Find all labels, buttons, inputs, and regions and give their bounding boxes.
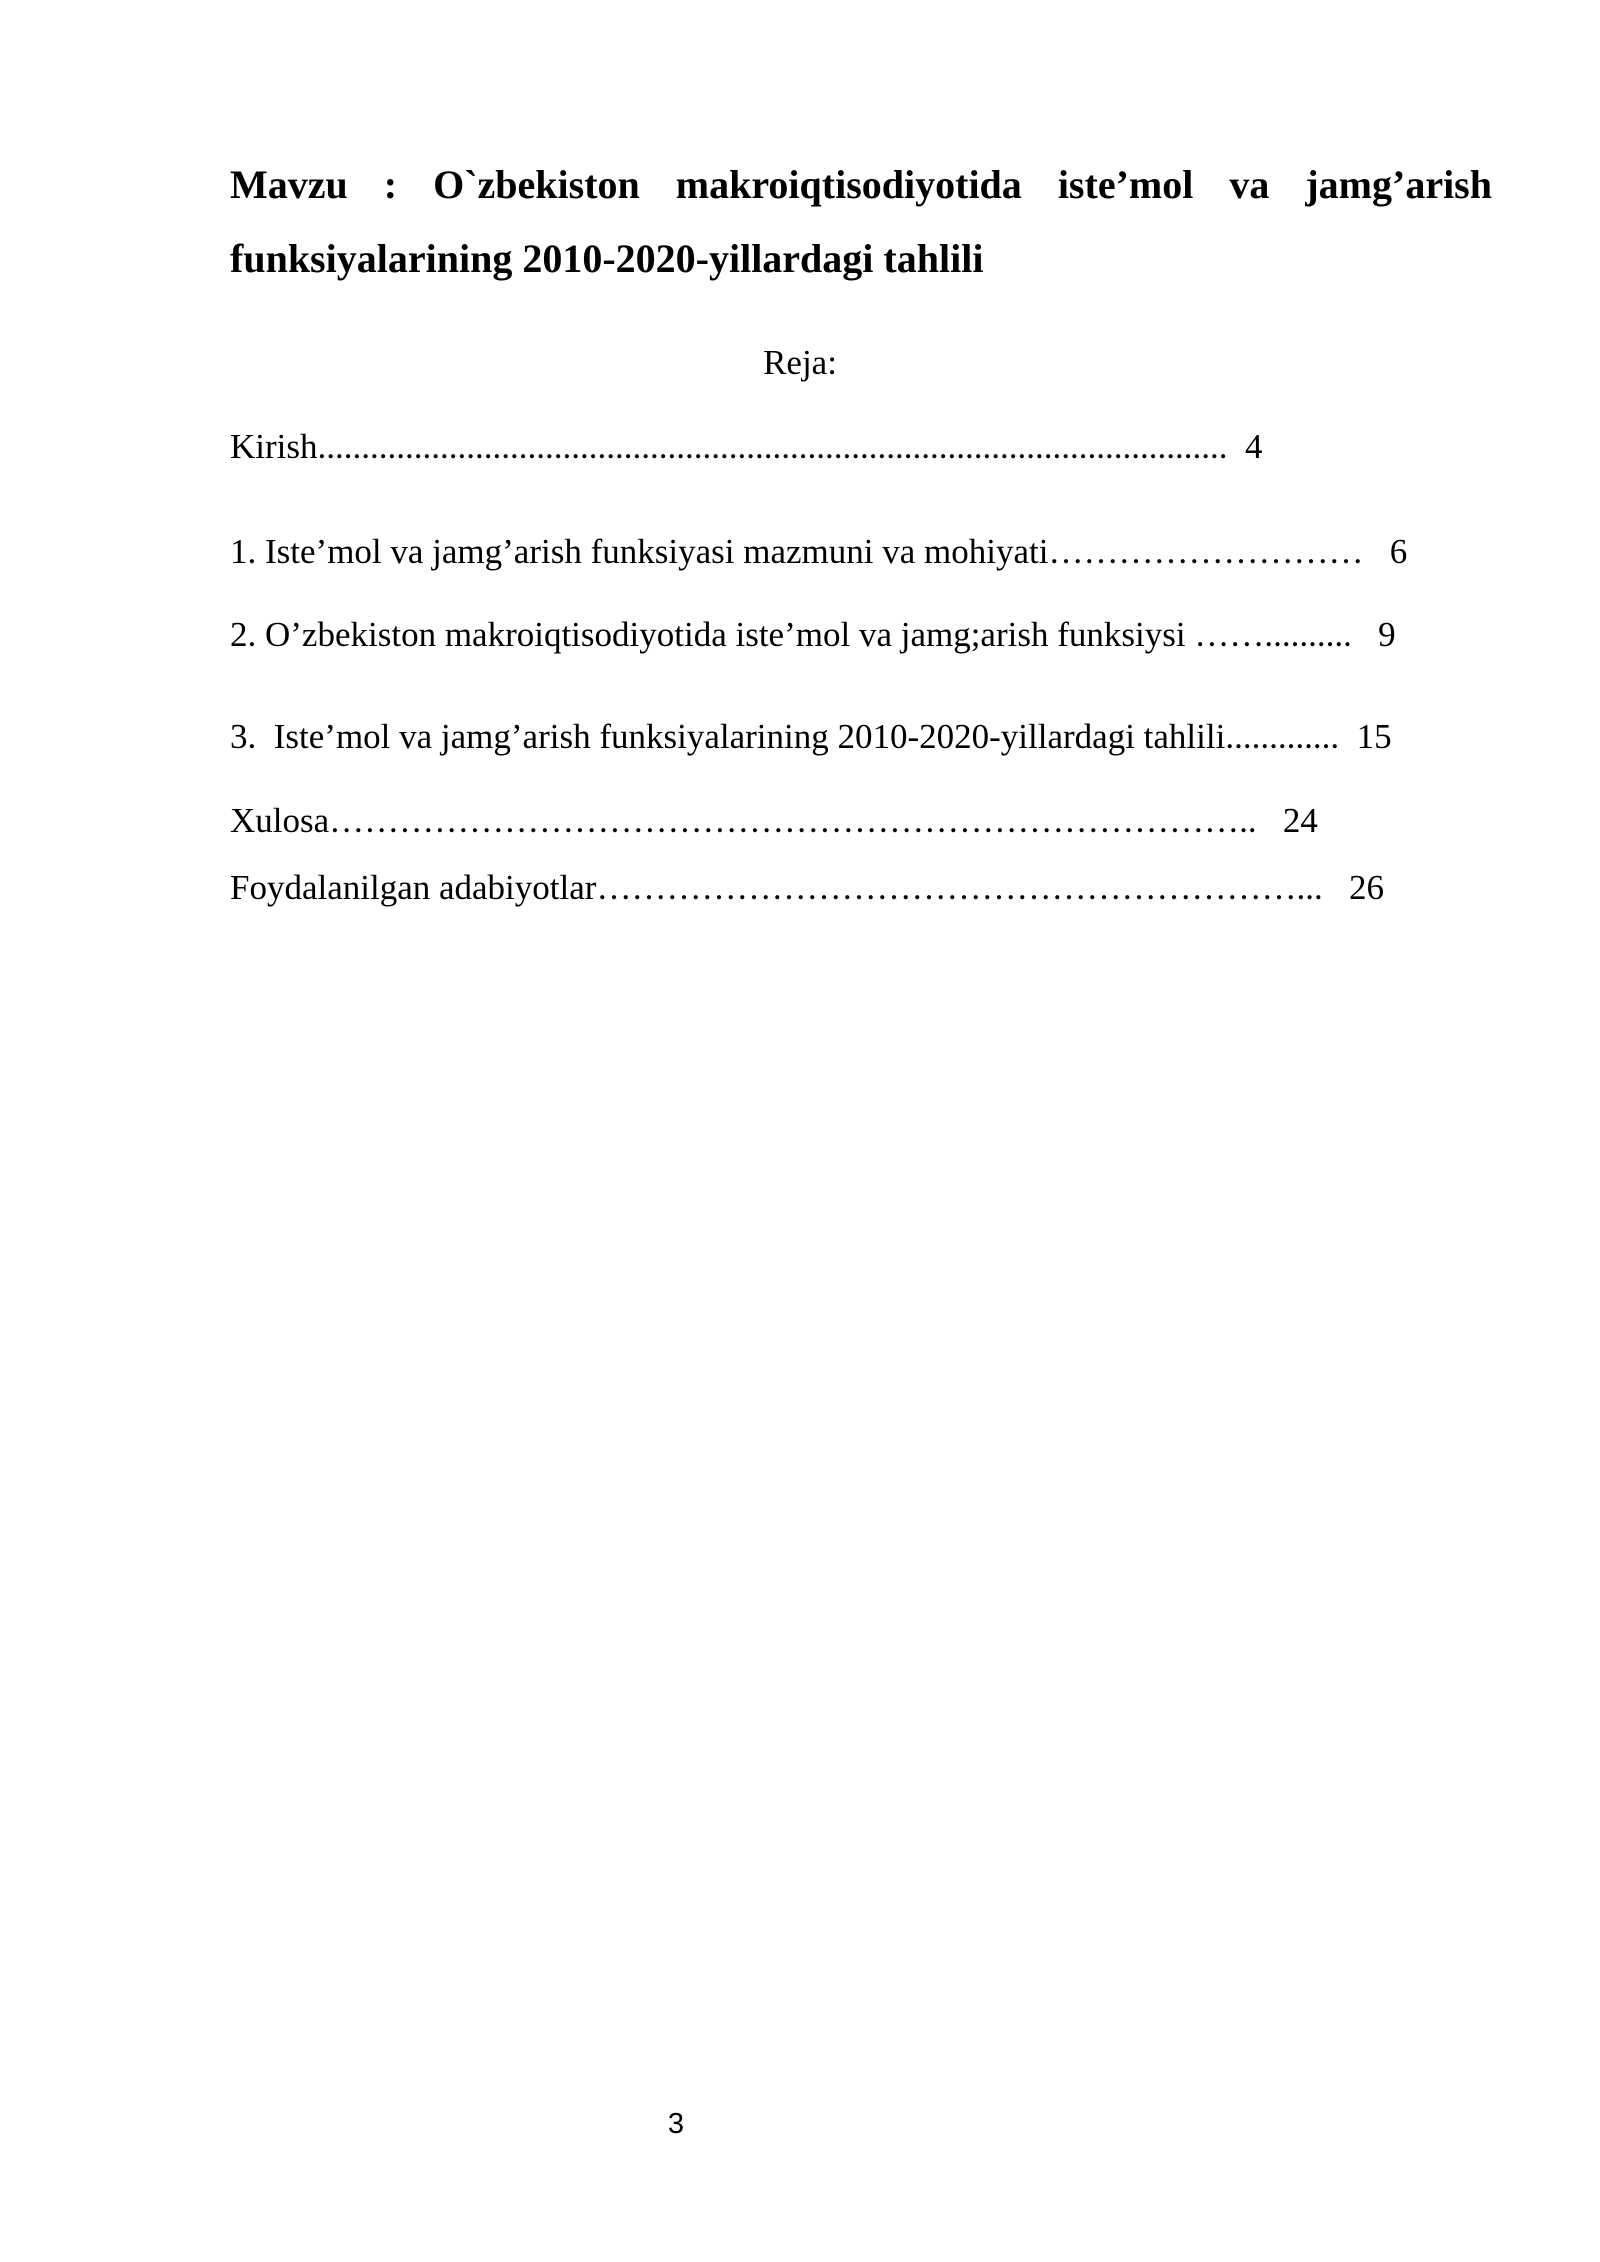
toc-entry-leader: ……………………………………………………... [596,868,1323,907]
toc-entry-page: 6 [1389,532,1408,571]
toc-entry-section-3 [230,712,1392,762]
title-line-2: funksiyalarining 2010-2020-yillardagi tahlili [230,236,984,281]
toc-entry-leader: …….......... [1185,615,1352,654]
toc-entry-references [230,863,1384,913]
toc-entry-page: 26 [1348,868,1384,907]
toc-entry-text: 3. Iste’mol va jamg’arish funksiyalarining 2010-2020-yillardagi tahlili [230,717,1226,756]
toc-entry-section-2 [230,610,1396,660]
title-line-1: Mavzu : O`zbekiston makroiqtisodiyotida iste’mol va jamg’arish [230,162,1492,207]
toc-entry-leader: ……………………… [1048,532,1364,571]
toc-entry-page: 15 [1356,717,1392,756]
page-number: 3 [667,2108,685,2140]
toc-entry-leader: ........................................................................................................ [317,427,1228,466]
toc-entry-page: 24 [1282,801,1318,840]
plan-heading: Reja: [763,343,837,382]
toc-entry-page: 4 [1245,427,1263,466]
toc-entry-text: Foydalanilgan adabiyotlar [230,868,597,907]
toc-entry-leader: ............. [1225,717,1340,756]
toc-entry-kirish [230,422,1263,472]
document-title [230,148,1492,296]
toc-entry-text: Kirish [230,427,318,466]
toc-entry-section-1 [230,527,1407,577]
toc-entry-page: 9 [1378,615,1396,654]
toc-entry-xulosa [230,796,1318,846]
toc-entry-text: 1. Iste’mol va jamg’arish funksiyasi mazmuni va mohiyati [230,532,1049,571]
toc-entry-text: Xulosa [230,801,330,840]
toc-entry-leader: …………………………………………………………………….. [329,801,1257,840]
toc-entry-text: 2. O’zbekiston makroiqtisodiyotida iste’mol va jamg;arish funksiysi [230,615,1186,654]
